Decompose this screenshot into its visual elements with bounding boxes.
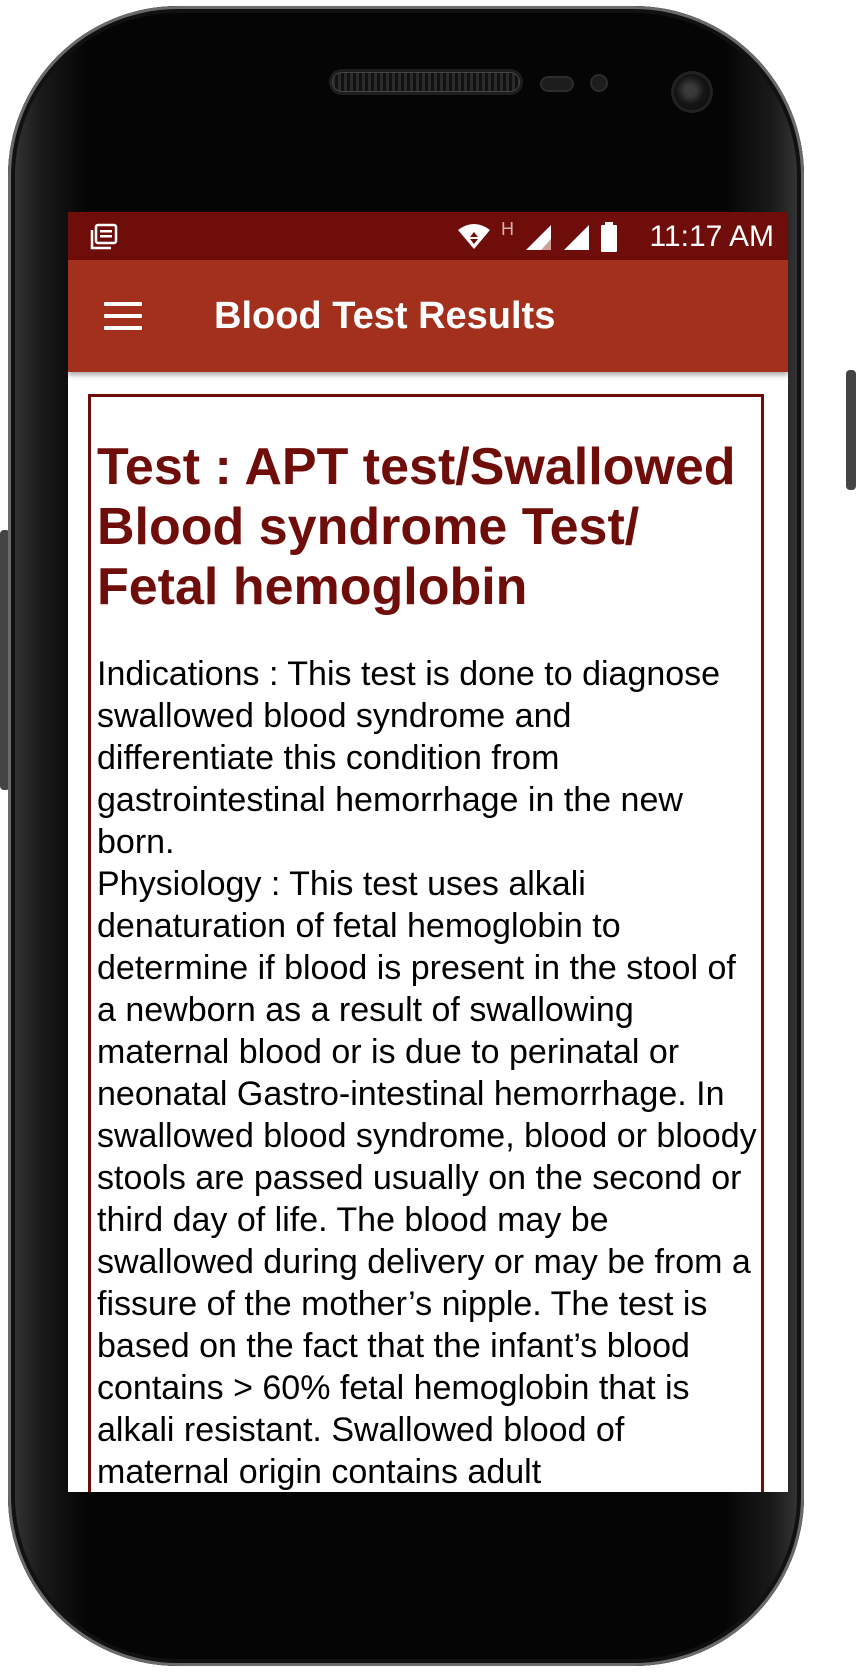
phone-sensor-dot bbox=[590, 74, 608, 92]
phone-sensor bbox=[540, 76, 574, 92]
network-type-label: H bbox=[501, 218, 514, 239]
phone-screen bbox=[68, 212, 788, 1492]
status-time: 11:17 AM bbox=[649, 220, 774, 253]
app-bar bbox=[68, 260, 788, 372]
physiology-text: Physiology : This test uses alkali denaturation of fetal hemoglobin to determine if blood is present in the stool of a newborn as a result of swallowing maternal blood or is due to perinatal or neonatal Gastro-intestinal hemorrhage. In swallowed blood syndrome, blood or bloody stools are passed usually on the second or third day of life. The blood may be swallowed during delivery or may be from a fissure of the mother’s nipple. The test is based on the fact that the infant’s blood contains > 60% fetal hemoglobin that is alkali resistant. Swallowed blood of maternal origin contains adult bbox=[97, 865, 757, 1491]
phone-speaker bbox=[332, 72, 520, 92]
signal-icon bbox=[524, 223, 552, 251]
status-icons bbox=[457, 218, 618, 252]
hamburger-menu-icon[interactable] bbox=[104, 302, 142, 330]
wifi-icon bbox=[457, 224, 491, 250]
app-title: Blood Test Results bbox=[214, 295, 556, 337]
battery-icon bbox=[600, 222, 618, 252]
test-detail-card bbox=[88, 394, 764, 1492]
notes-icon bbox=[90, 223, 120, 251]
signal-icon bbox=[562, 223, 590, 251]
indications-text: Indications : This test is done to diagnose swallowed blood syndrome and differentiate this condition from gastrointestinal hemorrhage in the new born. bbox=[97, 655, 721, 861]
status-bar bbox=[68, 212, 788, 260]
phone-side-button-right bbox=[846, 370, 856, 490]
front-camera bbox=[674, 74, 710, 110]
test-title: Test : APT test/Swallowed Blood syndrome Test/ Fetal hemoglobin bbox=[97, 438, 736, 616]
test-description bbox=[91, 617, 761, 1492]
